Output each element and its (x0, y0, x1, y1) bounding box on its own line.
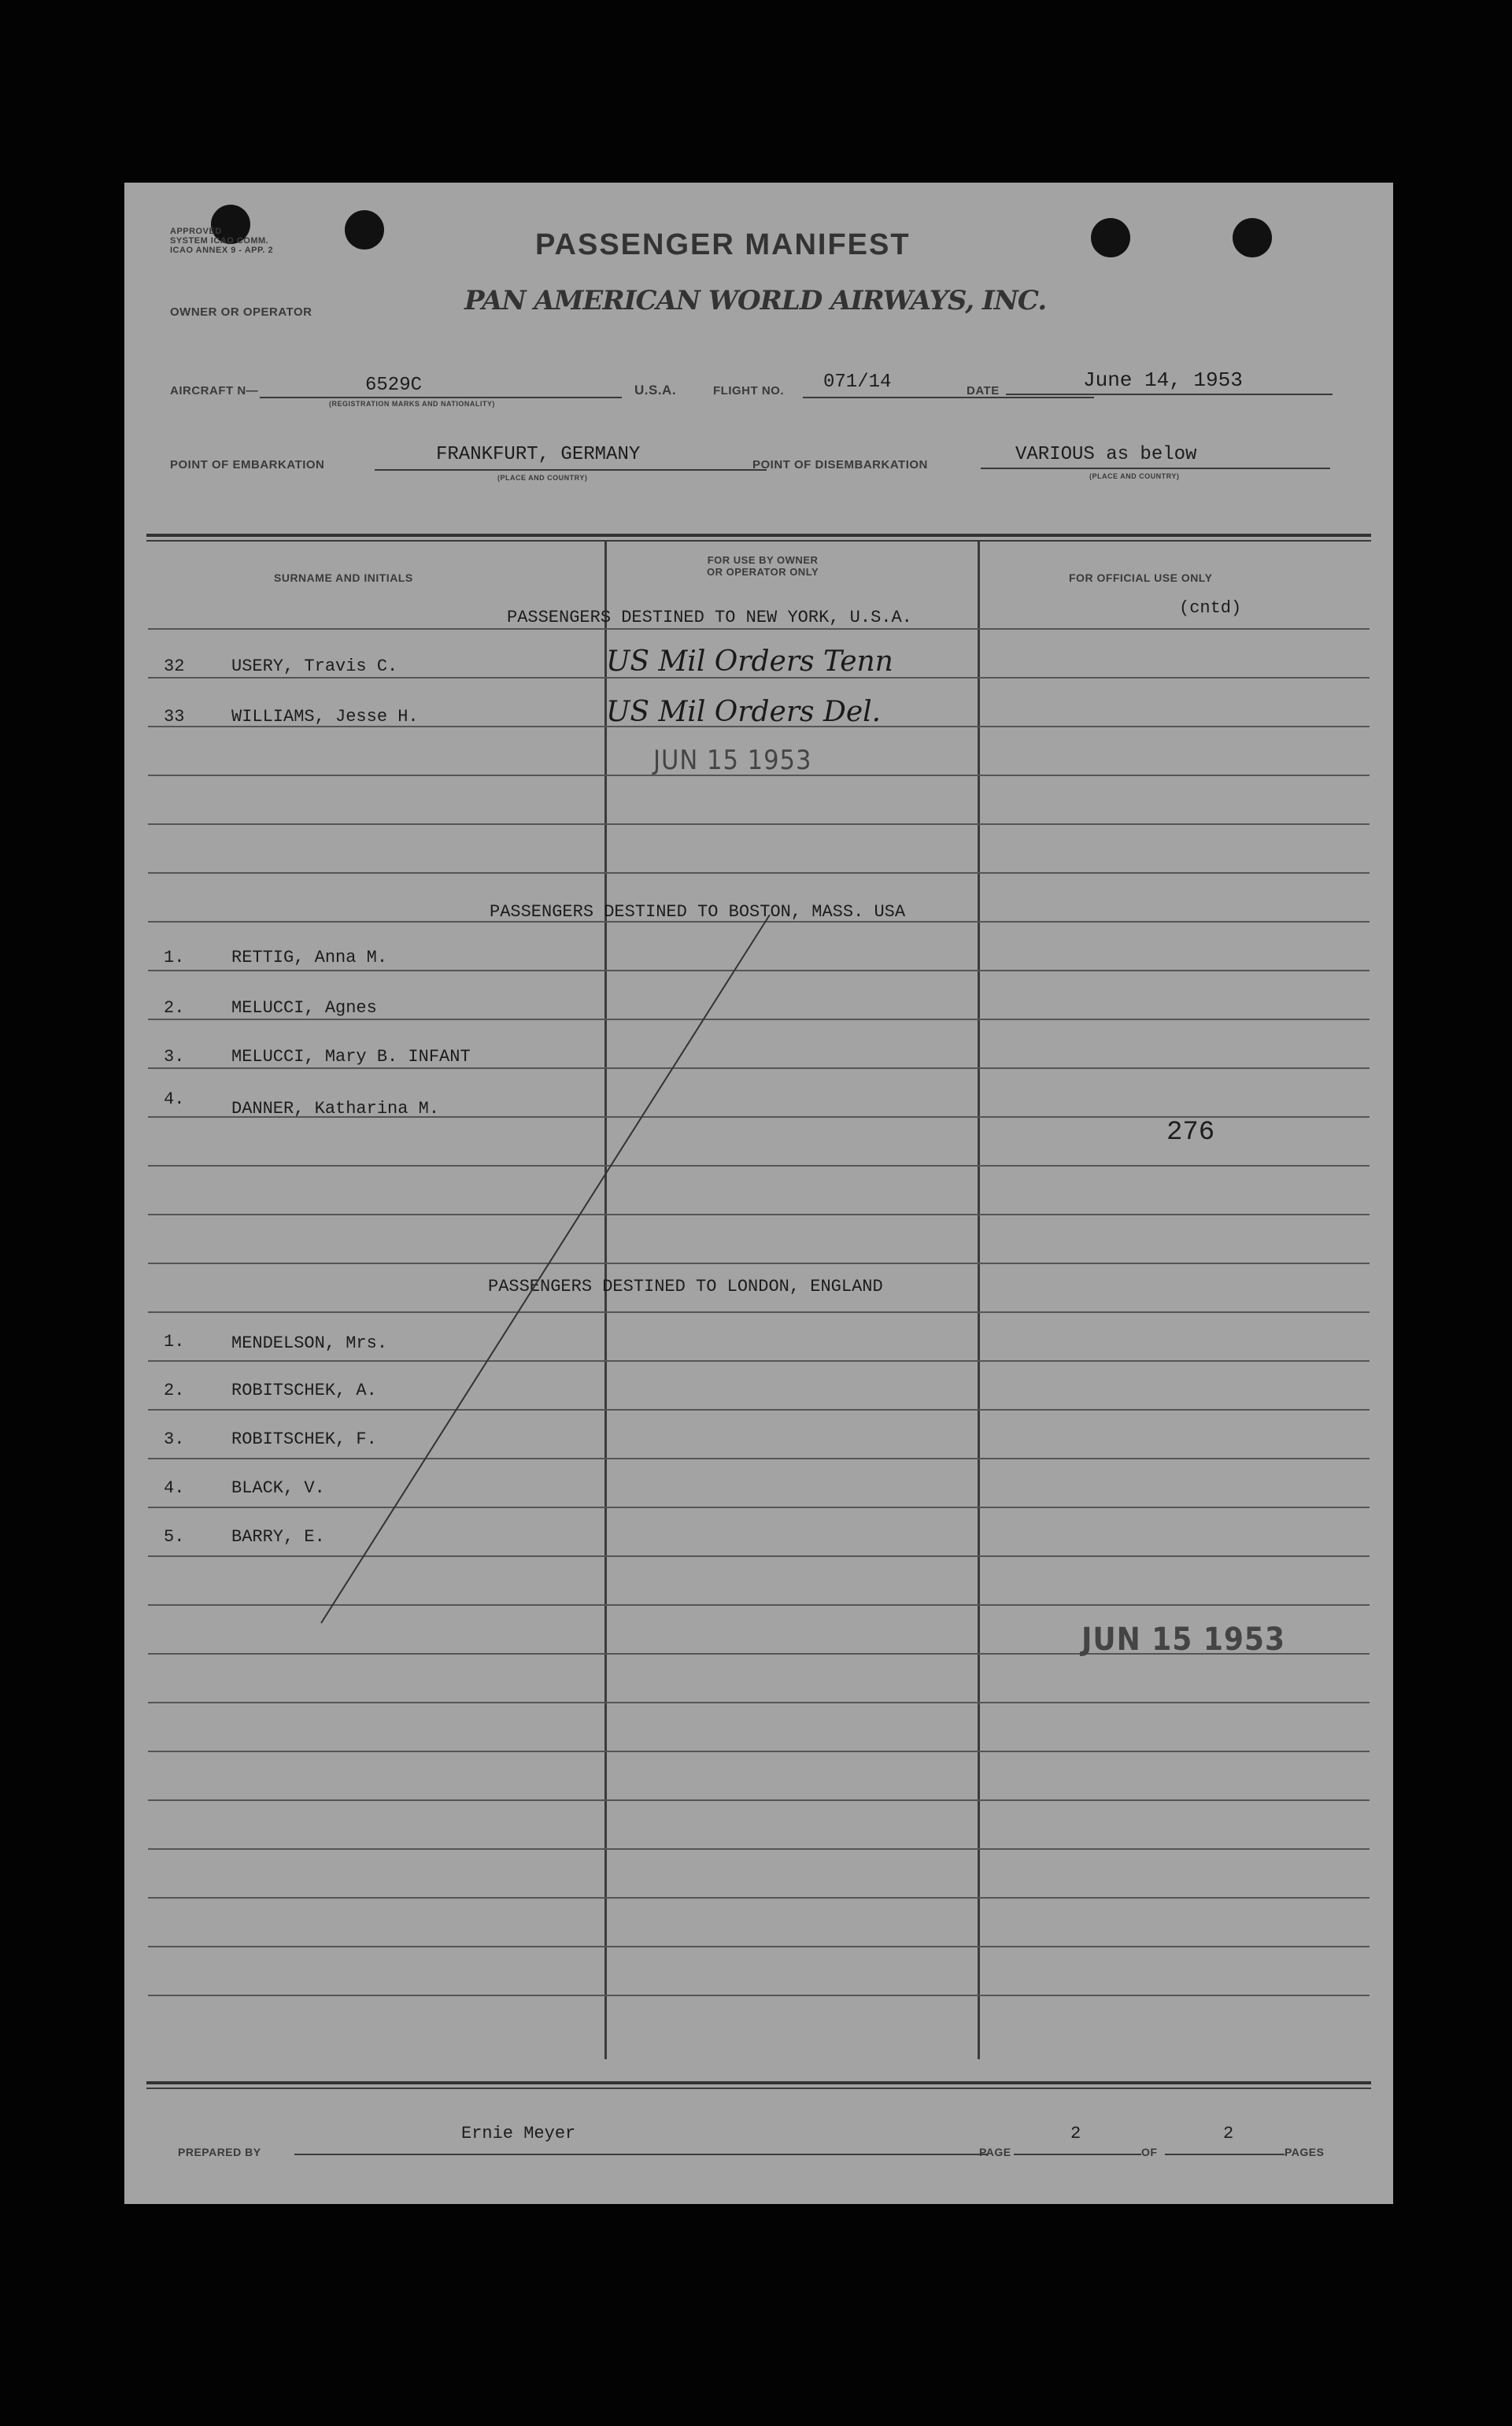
official-number: 276 (1166, 1118, 1215, 1148)
approval-line: ICAO ANNEX 9 - APP. 2 (170, 246, 274, 255)
passenger-number: 3. (164, 1429, 185, 1449)
embarkation-caption: (PLACE AND COUNTRY) (497, 474, 588, 482)
passenger-name: USERY, Travis C. (231, 656, 398, 676)
total-pages-value: 2 (1223, 2124, 1234, 2143)
pages-label: PAGES (1285, 2146, 1325, 2158)
section-header-london: PASSENGERS DESTINED TO LONDON, ENGLAND (488, 1277, 883, 1296)
of-label: OF (1141, 2146, 1158, 2158)
passenger-name: BARRY, E. (231, 1527, 325, 1547)
passenger-number: 4. (164, 1478, 185, 1498)
passenger-name: ROBITSCHEK, F. (231, 1429, 377, 1449)
passenger-number: 2. (164, 1381, 185, 1400)
date-stamp: JUN 15 1953 (653, 745, 812, 776)
column-header-official: FOR OFFICIAL USE ONLY (1069, 571, 1213, 584)
passenger-number: 1. (164, 1332, 185, 1352)
section-header-new-york: PASSENGERS DESTINED TO NEW YORK, U.S.A. (507, 608, 912, 627)
manifest-sheet (124, 183, 1393, 2204)
registration-caption: (REGISTRATION MARKS AND NATIONALITY) (329, 400, 495, 408)
passenger-name: MENDELSON, Mrs. (231, 1333, 388, 1353)
page-label: PAGE (979, 2146, 1011, 2158)
passenger-name: ROBITSCHEK, A. (231, 1381, 377, 1400)
handwritten-note: US Mil Orders Tenn (606, 645, 893, 678)
date-stamp: JUN 15 1953 (1081, 1622, 1285, 1658)
continued-note: (cntd) (1179, 598, 1242, 618)
disembarkation-value: VARIOUS as below (1015, 444, 1197, 465)
passenger-number: 5. (164, 1527, 185, 1547)
prepared-by-value: Ernie Meyer (461, 2124, 576, 2143)
column-header-line: OR OPERATOR ONLY (707, 566, 819, 578)
usa-label: U.S.A. (634, 383, 677, 398)
passenger-name: WILLIAMS, Jesse H. (231, 707, 419, 727)
passenger-number: 2. (164, 998, 185, 1018)
date-value: June 14, 1953 (1083, 368, 1243, 392)
passenger-name: MELUCCI, Agnes (231, 998, 377, 1018)
flight-value: 071/14 (823, 372, 892, 393)
handwritten-note: US Mil Orders Del. (606, 696, 882, 728)
passenger-number: 1. (164, 948, 185, 967)
strike-line (124, 183, 1393, 2204)
flight-label: FLIGHT NO. (713, 384, 784, 398)
passenger-number: 4. (164, 1089, 185, 1109)
aircraft-label: AIRCRAFT N— (170, 384, 259, 398)
passenger-name: DANNER, Katharina M. (231, 1099, 440, 1119)
aircraft-value: 6529C (365, 375, 423, 396)
embarkation-value: FRANKFURT, GERMANY (436, 444, 641, 465)
owner-value: PAN AMERICAN WORLD AIRWAYS, INC. (464, 285, 1047, 316)
disembarkation-caption: (PLACE AND COUNTRY) (1089, 472, 1180, 480)
date-label: DATE (967, 384, 1000, 398)
page-value: 2 (1070, 2124, 1081, 2143)
column-header-surname: SURNAME AND INITIALS (274, 571, 413, 584)
page-title: PASSENGER MANIFEST (535, 228, 911, 261)
passenger-number: 32 (164, 656, 185, 676)
passenger-name: RETTIG, Anna M. (231, 948, 388, 967)
column-header-line: FOR USE BY OWNER (707, 554, 819, 566)
passenger-number: 33 (164, 707, 185, 727)
prepared-by-label: PREPARED BY (178, 2146, 261, 2158)
embarkation-label: POINT OF EMBARKATION (170, 458, 325, 472)
section-header-boston: PASSENGERS DESTINED TO BOSTON, MASS. USA (490, 902, 906, 922)
approval-line: APPROVED (170, 227, 222, 236)
passenger-name: MELUCCI, Mary B. INFANT (231, 1047, 471, 1067)
passenger-name: BLACK, V. (231, 1478, 325, 1498)
disembarkation-label: POINT OF DISEMBARKATION (752, 458, 928, 472)
approval-line: SYSTEM ICAO COMM. (170, 236, 269, 246)
owner-label: OWNER OR OPERATOR (170, 305, 312, 319)
passenger-number: 3. (164, 1047, 185, 1067)
